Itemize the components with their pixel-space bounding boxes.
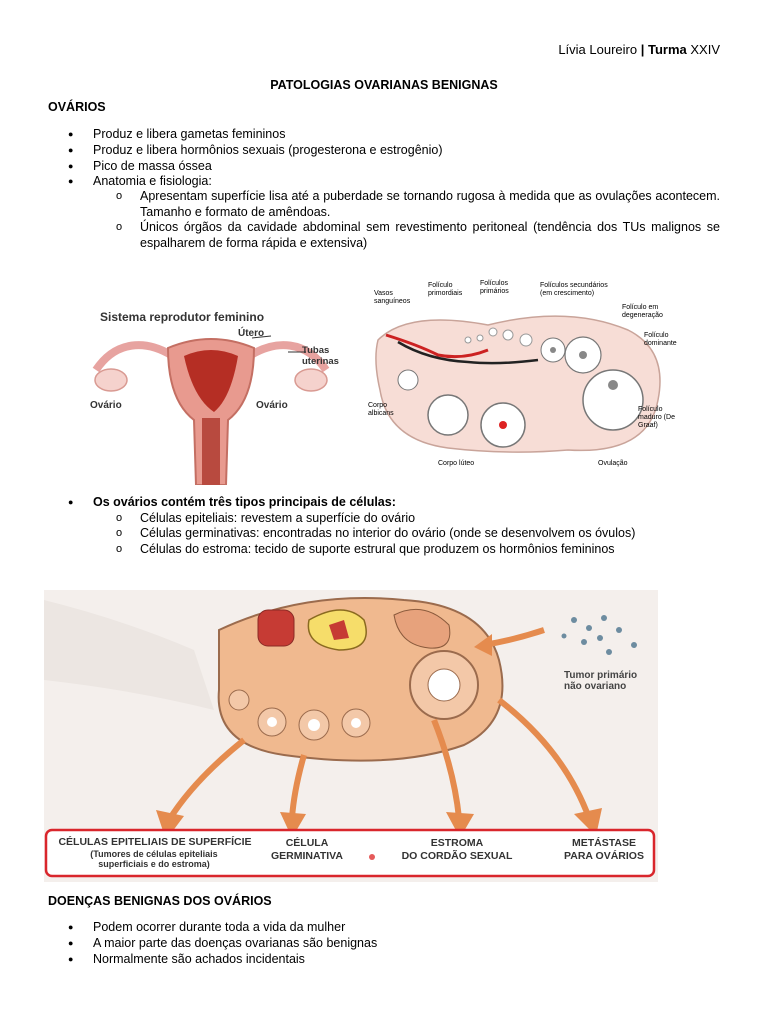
sub-list-item: Células epiteliais: revestem a superfície do ovário [140, 511, 416, 525]
figure1-title: Sistema reprodutor feminino [100, 310, 265, 324]
label-tubes: Tubas uterinas [302, 345, 339, 367]
list-item: A maior parte das doenças ovarianas são benignas [93, 936, 378, 950]
section-heading-ovarios: OVÁRIOS [48, 100, 106, 114]
label-ovary-right: Ovário [256, 400, 288, 411]
bullet-icon: ● [68, 129, 74, 139]
label-secondary: Folículos secundários (em crescimento) [540, 282, 608, 297]
sub-bullet-icon: o [116, 190, 123, 202]
box-stroma-subtitle: DO CORDÃO SEXUAL [401, 850, 513, 862]
uterus-illustration [76, 300, 346, 485]
bullet-icon: ● [68, 938, 74, 948]
bullet-icon: ● [68, 145, 74, 155]
box-metastasis-subtitle: PARA OVÁRIOS [564, 850, 644, 862]
sub-list-item: Células do estroma: tecido de suporte estrural que produzem os hormônios femininos [140, 542, 615, 556]
sub-bullet-icon: o [116, 512, 123, 524]
label-dominant: Folículo dominante [644, 332, 677, 347]
list-item: Normalmente são achados incidentais [93, 952, 305, 966]
label-ovulation: Ovulação [598, 460, 628, 467]
label-uterus: Útero [238, 328, 265, 339]
box-epithelial-subtitle: (Tumores de células epiteliais superficiais e do estroma) [90, 849, 218, 869]
list-item: Pico de massa óssea [93, 159, 212, 173]
box-stroma-title: ESTROMA [430, 837, 484, 849]
box-germ-title: CÉLULA [285, 837, 329, 849]
label-mature: Folículo maduro (De Graaf) [638, 406, 675, 429]
reproductive-system-figure [76, 300, 346, 485]
label-primordial: Folículo primordiais [428, 282, 463, 297]
list-item: Anatomia e fisiologia: [93, 174, 212, 188]
section-heading-doencas: DOENÇAS BENIGNAS DOS OVÁRIOS [48, 894, 272, 908]
box-germ-subtitle: GERMINATIVA [271, 850, 343, 862]
bullet-icon: ● [68, 161, 74, 171]
ovarian-tumor-origins-figure [44, 590, 658, 882]
class-number: XXIV [686, 42, 720, 57]
bullet-icon: ● [68, 497, 74, 507]
list-item: Produz e libera hormônios sexuais (progesterona e estrogênio) [93, 143, 443, 157]
list-item: Produz e libera gametas femininos [93, 127, 286, 141]
header-separator: | [640, 42, 645, 57]
sub-list-item: Células germinativas: encontradas no interior do ovário (onde se desenvolvem os óvulos) [140, 526, 636, 540]
page-title: PATOLOGIAS OVARIANAS BENIGNAS [270, 78, 498, 92]
box-epithelial-title: CÉLULAS EPITELIAIS DE SUPERFÍCIE [58, 836, 252, 848]
label-ovary-left: Ovário [90, 400, 122, 411]
label-vessels: Vasos sanguíneos [374, 290, 411, 305]
bullet-icon: ● [68, 954, 74, 964]
sub-bullet-icon: o [116, 527, 123, 539]
bullet-icon: ● [68, 922, 74, 932]
sub-list-item: Únicos órgãos da cavidade abdominal sem revestimento peritoneal (tendência dos TUs malignos se espalharem de forma rápida e extensiva) [140, 220, 720, 250]
list-item: Os ovários contém três tipos principais de células: [93, 495, 396, 509]
box-metastasis-title: METÁSTASE [572, 837, 636, 849]
author-name: Lívia Loureiro [558, 42, 638, 57]
label-albicans: Corpo albicans [368, 402, 394, 417]
list-item: Podem ocorrer durante toda a vida da mulher [93, 920, 346, 934]
label-degenerating: Folículo em degeneração [622, 304, 663, 319]
bullet-icon: ● [68, 176, 74, 186]
class-label: Turma [647, 42, 687, 57]
label-luteum: Corpo lúteo [438, 460, 475, 467]
document-header [558, 42, 720, 57]
label-primary: Folículos primários [480, 280, 509, 295]
ovarian-cycle-figure [368, 280, 678, 472]
label-primary-tumor: Tumor primário não ovariano [564, 670, 638, 692]
sub-bullet-icon: o [116, 221, 123, 233]
sub-list-item: Apresentam superfície lisa até a puberdade se tornando rugosa à medida que as ovulações acontecem. Tamanho e formato de amêndoas. [140, 189, 720, 219]
sub-bullet-icon: o [116, 543, 123, 555]
